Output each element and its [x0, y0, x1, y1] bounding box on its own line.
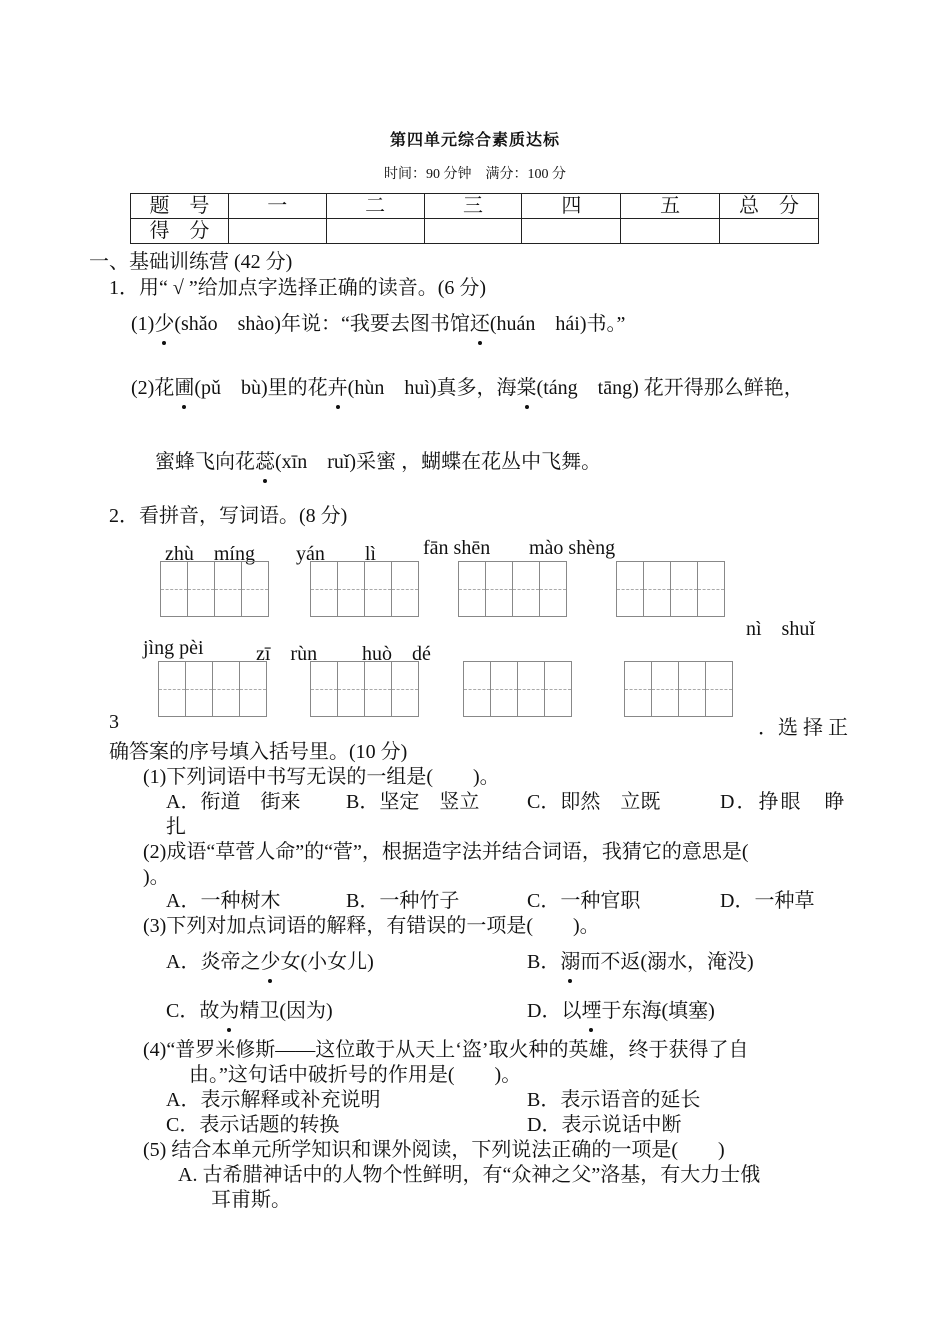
- q3-2-stem: (2)成语“草菅人命”的“菅”，根据造字法并结合词语，我猜它的意思是(: [143, 841, 749, 863]
- option: D．一种草: [720, 890, 815, 912]
- option: D．挣眼 睁: [720, 791, 847, 813]
- dotted-char: 还: [470, 307, 490, 336]
- pinyin-label: huò dé: [362, 643, 431, 665]
- q1-item2: (2)花圃(pǔ bù)里的花卉(hùn huì)真多，海棠(táng tāng) 花开得那么鲜艳，: [131, 371, 804, 400]
- pinyin-label: nì shuǐ: [746, 618, 815, 640]
- q3-4-stem: (4)“普罗米修斯——这位敢于从天上‘盗’取火种的英雄，终于获得了自: [143, 1039, 749, 1061]
- option: A. 古希腊神话中的人物个性鲜明，有“众神之父”洛基，有大力士俄: [178, 1164, 761, 1186]
- option: C．一种官职: [527, 890, 641, 912]
- score-table-header-row: [131, 194, 819, 219]
- score-blank[interactable]: [621, 219, 720, 244]
- score-blank[interactable]: [326, 219, 424, 244]
- option: B．表示语音的延长: [527, 1089, 701, 1111]
- score-table: [130, 193, 819, 244]
- option: D．以堙于东海(填塞): [527, 994, 715, 1023]
- writing-grid[interactable]: [617, 561, 725, 617]
- writing-grid[interactable]: [459, 561, 567, 617]
- option: C．表示话题的转换: [166, 1114, 340, 1136]
- time-score-info: 时间：90 分钟 满分：100 分: [384, 167, 566, 182]
- option: A．衔道 街来: [166, 791, 301, 813]
- dotted-char: 堙: [581, 994, 601, 1023]
- q3-3-stem: (3)下列对加点词语的解释，有错误的一项是( )。: [143, 915, 600, 937]
- option-wrap: 扎: [166, 816, 186, 838]
- dotted-char: 蕊: [255, 445, 275, 474]
- score-blank[interactable]: [720, 219, 819, 244]
- writing-grid[interactable]: [464, 661, 572, 717]
- score-blank[interactable]: [228, 219, 326, 244]
- writing-grid[interactable]: [625, 661, 733, 717]
- score-table-cell: 五: [621, 194, 720, 219]
- q3-4-stem-cont: 由。”这句话中破折号的作用是( )。: [189, 1064, 522, 1086]
- option: A．表示解释或补充说明: [166, 1089, 381, 1111]
- option: C．故为精卫(因为): [166, 994, 333, 1023]
- score-table-cell: 题 号: [131, 194, 229, 219]
- score-table-cell: 四: [522, 194, 621, 219]
- q1-item2-cont: 蜜蜂飞向花蕊(xīn ruǐ)采蜜 ，蝴蝶在花丛中飞舞。: [155, 445, 601, 474]
- score-table-cell: 总 分: [720, 194, 819, 219]
- score-blank[interactable]: [424, 219, 522, 244]
- q3-prompt: 确答案的序号填入括号里。(10 分): [109, 741, 408, 763]
- writing-grid[interactable]: [161, 561, 269, 617]
- dotted-char: 圃: [174, 371, 194, 400]
- dotted-char: 为: [219, 994, 239, 1023]
- pinyin-label: jìng pèi: [143, 637, 204, 659]
- score-table-cell: 一: [228, 194, 326, 219]
- dotted-char: 少: [154, 307, 174, 336]
- page-title: 第四单元综合素质达标: [389, 132, 560, 149]
- writing-grid[interactable]: [159, 661, 267, 717]
- q3-2-wrap: )。: [143, 866, 170, 888]
- option: B．坚定 竖立: [346, 791, 480, 813]
- score-table-cell: 得 分: [131, 219, 229, 244]
- option: C．即然 立既: [527, 791, 661, 813]
- pinyin-label: zī rùn: [256, 643, 318, 665]
- option: B．溺而不返(溺水，淹没): [527, 945, 754, 974]
- dotted-char: 棠: [517, 371, 537, 400]
- score-table-score-row: [131, 219, 819, 244]
- dotted-char: 卉: [328, 371, 348, 400]
- pinyin-label: fān shēn: [423, 537, 491, 559]
- q3-number: 3: [109, 711, 119, 733]
- pinyin-label: zhù míng: [165, 543, 255, 565]
- pinyin-label: yán lì: [296, 543, 376, 565]
- option-wrap: 耳甫斯。: [211, 1189, 291, 1211]
- score-blank[interactable]: [522, 219, 621, 244]
- q1-prompt: 1．用“ √ ”给加点字选择正确的读音。(6 分): [109, 277, 487, 299]
- option: B．一种竹子: [346, 890, 460, 912]
- q3-1-stem: (1)下列词语中书写无误的一组是( )。: [143, 766, 500, 788]
- q3-5-stem: (5) 结合本单元所学知识和课外阅读，下列说法正确的一项是( ): [143, 1139, 725, 1161]
- score-table-cell: 三: [424, 194, 522, 219]
- q3-prompt-start: ．选 择 正: [758, 717, 848, 739]
- option: A．一种树木: [166, 890, 281, 912]
- q2-prompt: 2．看拼音，写词语。(8 分): [109, 505, 348, 527]
- score-table-cell: 二: [326, 194, 424, 219]
- section-heading: 一、基础训练营 (42 分): [89, 251, 293, 273]
- writing-grid[interactable]: [311, 561, 419, 617]
- dotted-char: 少: [260, 945, 280, 974]
- option: D．表示说话中断: [527, 1114, 682, 1136]
- writing-grid[interactable]: [311, 661, 419, 717]
- option: A．炎帝之少女(小女儿): [166, 945, 374, 974]
- pinyin-label: mào shèng: [529, 537, 616, 559]
- q1-item1: (1)少(shǎo shào)年说：“我要去图书馆还(huán hái)书。”: [131, 307, 625, 336]
- dotted-char: 溺: [560, 945, 580, 974]
